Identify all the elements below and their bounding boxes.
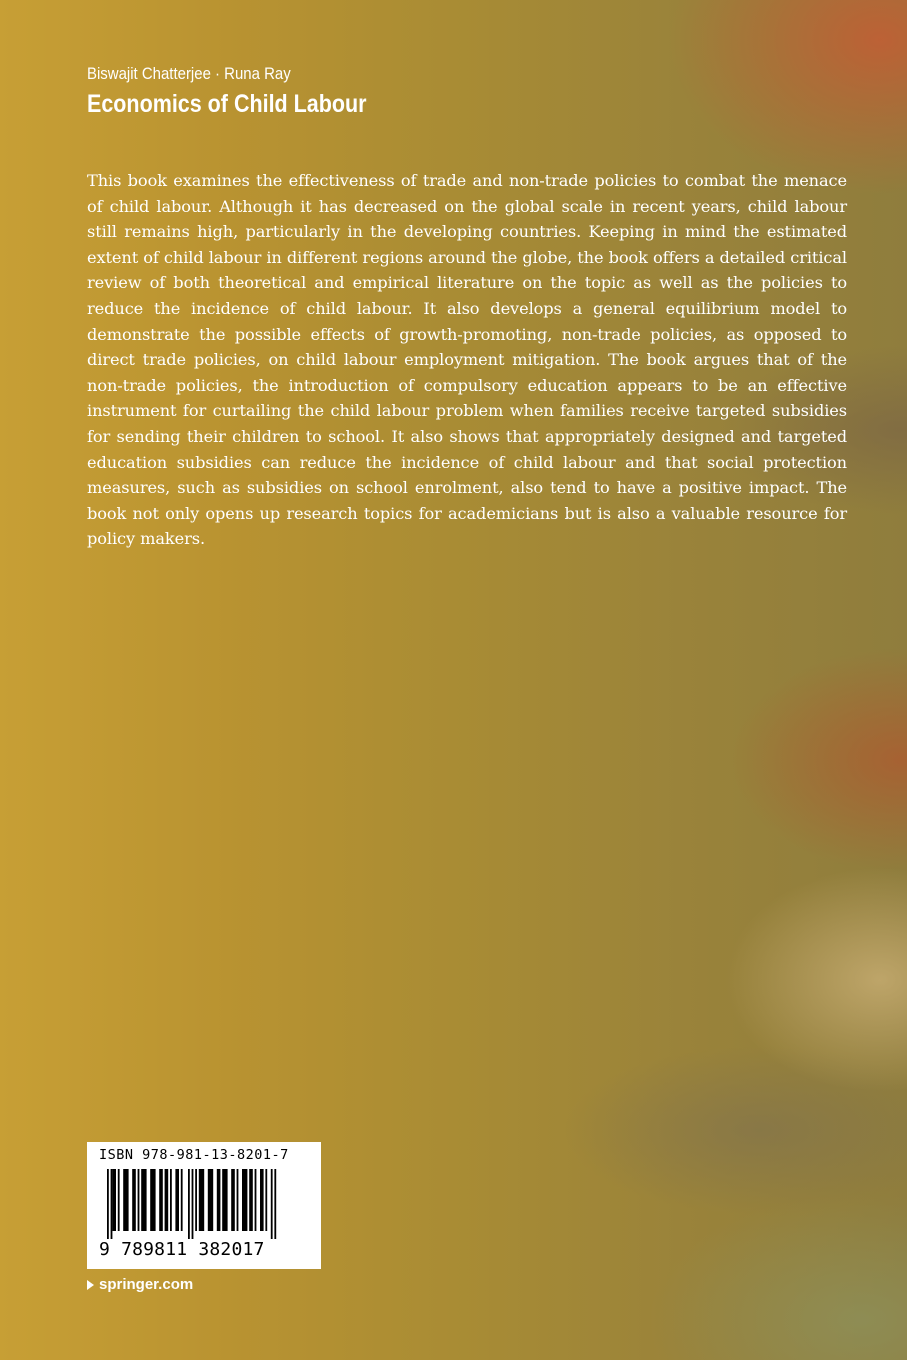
isbn-label: ISBN 978-981-13-8201-7 xyxy=(99,1147,289,1163)
barcode-bar xyxy=(265,1169,267,1231)
barcode-bar xyxy=(123,1169,128,1231)
book-title: Economics of Child Labour xyxy=(87,90,367,118)
arrow-right-icon xyxy=(87,1280,94,1290)
authors: Biswajit Chatterjee · Runa Ray xyxy=(87,64,291,83)
barcode-bar xyxy=(188,1169,190,1239)
barcode-bar xyxy=(165,1169,169,1231)
barcode-bar xyxy=(175,1169,179,1231)
barcode-bar xyxy=(217,1169,221,1231)
barcode-bar xyxy=(138,1169,140,1231)
barcode-bar xyxy=(112,1169,116,1231)
barcode-bar xyxy=(118,1169,120,1231)
barcode-bar xyxy=(255,1169,257,1231)
barcode-bar xyxy=(249,1169,253,1231)
cover-header xyxy=(87,62,412,120)
barcode-bar xyxy=(107,1169,109,1239)
barcode-bar xyxy=(274,1169,276,1239)
barcode-digits: 9 789811 382017 xyxy=(99,1239,265,1260)
barcode-bar xyxy=(132,1169,136,1231)
barcode-bar xyxy=(159,1169,163,1231)
barcode-bar xyxy=(242,1169,247,1231)
publisher-url: springer.com xyxy=(99,1276,194,1293)
barcode-bar xyxy=(222,1169,227,1231)
barcode-bar xyxy=(192,1169,194,1239)
barcode-bar xyxy=(195,1169,197,1231)
isbn-barcode-box xyxy=(87,1142,321,1269)
barcode-bar xyxy=(141,1169,146,1231)
barcode-bar xyxy=(181,1169,183,1231)
book-description: This book examines the effectiveness of trade and non-trade policies to combat the menace of child labour. Although it has decreased on the global scale in recent years, child labour still remains high, particularly in the developing countries. Keeping in mind the estimated extent of child labour in different regions around the globe, the book offers a detailed critical review of both theoretical and empirical literature on the topic as well as the policies to reduce the incidence of child labour. It also develops a general equilibrium model to demonstrate the possible effects of growth-promoting, non-trade policies, as opposed to direct trade policies, on child labour employment mitigation. The book argues that of the non-trade policies, the introduction of compulsory education appears to be an effective instrument for curtailing the child labour problem when families receive targeted subsidies for sending their children to school. It also shows that appropriately designed and targeted education subsidies can reduce the incidence of child labour and that social protection measures, such as subsidies on school enrolment, also tend to have a positive impact. The book not only opens up research topics for academicians but is also a valuable resource for policy makers. xyxy=(87,171,847,549)
publisher-link[interactable] xyxy=(87,1276,193,1293)
barcode-bar xyxy=(237,1169,239,1231)
barcode-bar xyxy=(271,1169,273,1239)
barcode-bar xyxy=(150,1169,155,1231)
barcode-bar xyxy=(111,1169,113,1239)
barcode-bar xyxy=(208,1169,213,1231)
barcode-bar xyxy=(231,1169,235,1231)
barcode-icon xyxy=(105,1169,305,1239)
barcode-bar xyxy=(260,1169,264,1231)
barcode-bar xyxy=(170,1169,172,1231)
barcode-bar xyxy=(199,1169,204,1231)
